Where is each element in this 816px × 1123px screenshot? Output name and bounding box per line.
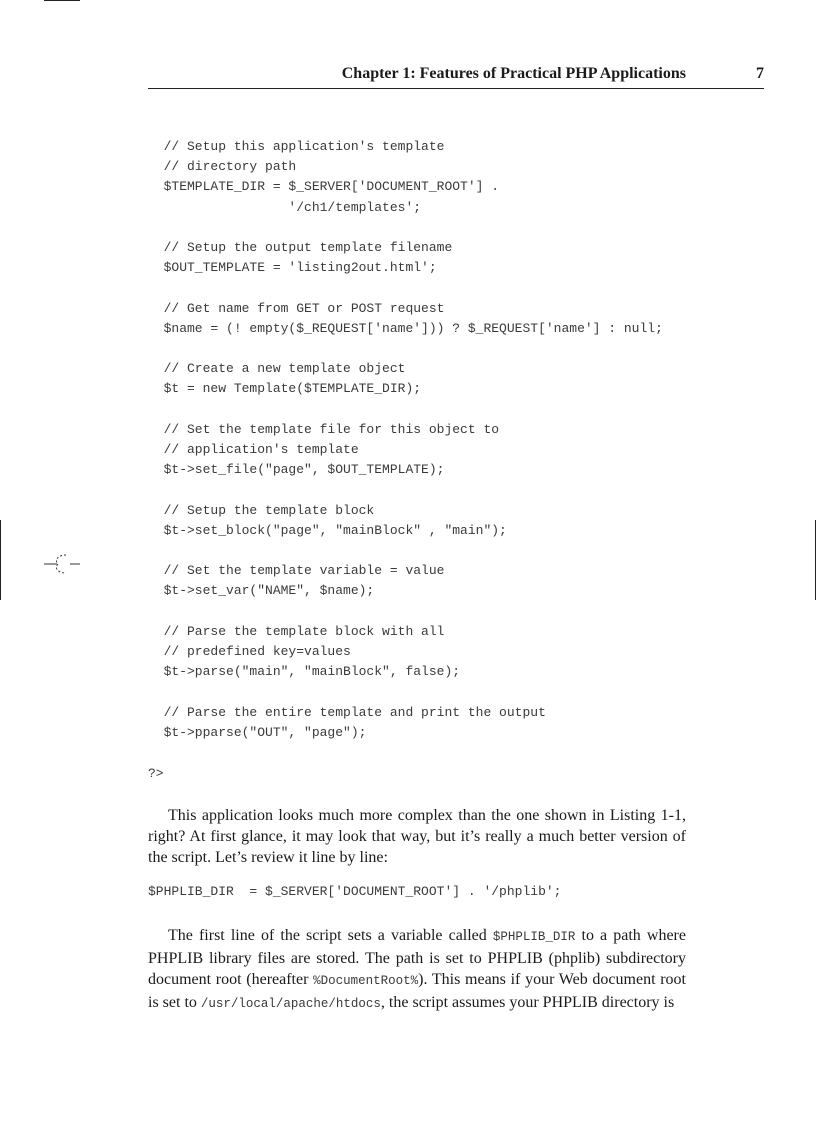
paragraph-text: , the script assumes your PHPLIB directory is bbox=[380, 994, 675, 1011]
registration-mark-icon bbox=[44, 552, 80, 574]
page-number: 7 bbox=[756, 65, 764, 82]
code-listing: // Setup this application's template // directory path $TEMPLATE_DIR = $_SERVER['DOCUMENT_ROOT'] . '/ch1/templates'; // Setup the output template filename $OUT_TEMPLATE = 'listing2out.html'; // Get name from GET or POST request $name = (! empty($_REQUEST['name'])) ? $_REQUEST['name'] : null; // Create a new template object $t = new Template($TEMPLATE_DIR); // Set the template file for this object to // application's template $t->set_file("page", $OUT_TEMPLATE); // Setup the template block $t->set_block("page", "mainBlock" , "main"); // Set the template variable = value $t->set_var("NAME", $name); // Parse the template block with all // predefined key=values $t->parse("main", "mainBlock", false); // Parse the entire template and print the output $t->pparse("OUT", "page"); bbox=[163, 139, 663, 740]
body-paragraph-1: This application looks much more complex than the one shown in Listing 1-1, right? At first glance, it may look that way, but it’s really a much better version of the script. Let’s review it line by line: bbox=[148, 807, 686, 866]
inline-code-phplib-dir: $PHPLIB_DIR bbox=[492, 930, 576, 944]
chapter-title: Chapter 1: Features of Practical PHP Applications bbox=[341, 65, 686, 82]
paragraph-text: to a path where PHPLIB library files are stored. The path is set to PHPLIB (phplib) subdirectory document root (hereafter bbox=[148, 927, 686, 988]
paragraph-text: ). This means if your Web document root is set to bbox=[148, 971, 686, 1011]
code-example-line: $PHPLIB_DIR = $_SERVER['DOCUMENT_ROOT'] . '/phplib'; bbox=[148, 884, 562, 899]
inline-code-document-root: %DocumentRoot% bbox=[313, 974, 419, 988]
crop-mark-left bbox=[0, 520, 1, 600]
paragraph-text: The first line of the script sets a variable called bbox=[168, 927, 493, 944]
crop-mark-top bbox=[44, 0, 80, 1]
running-header bbox=[148, 62, 764, 89]
inline-code-htdocs-path: /usr/local/apache/htdocs bbox=[200, 997, 381, 1011]
code-closing-tag: ?> bbox=[148, 766, 164, 781]
body-paragraph-2 bbox=[148, 925, 686, 1015]
